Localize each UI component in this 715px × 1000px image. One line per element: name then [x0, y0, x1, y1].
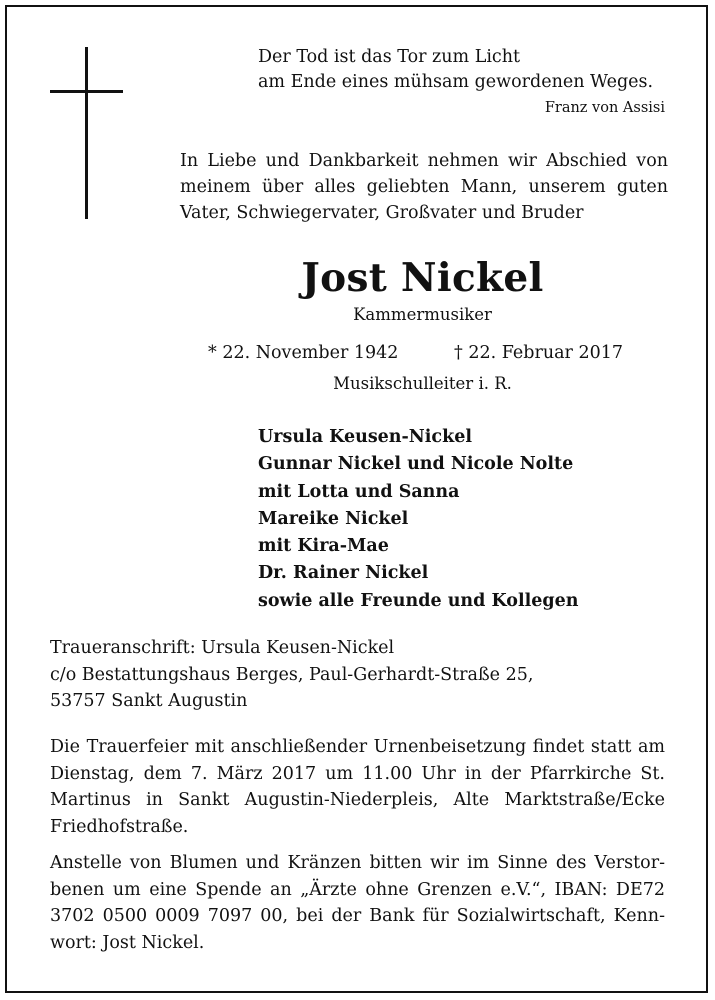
cross-vertical-bar — [85, 47, 88, 219]
address-line: c/o Bestattungshaus Berges, Paul-Gerhardt-Straße 25, — [50, 664, 534, 685]
address-line: Traueranschrift: Ursula Keusen-Nickel — [50, 638, 395, 658]
mourner-name: Ursula Keusen-Nickel — [258, 427, 472, 447]
ceremony-line: Die Trauerfeier mit anschließender Urnenbeisetzung findet statt am — [50, 737, 665, 757]
mourner-name: mit Kira-Mae — [258, 536, 389, 557]
mourner-name: Dr. Rainer Nickel — [258, 563, 429, 584]
mourner-name: mit Lotta und Sanna — [258, 481, 460, 502]
donation-line: 3702 0500 0009 7097 00, bei der Bank für Sozialwirtschaft, Kenn- — [50, 906, 665, 926]
donation-info — [50, 850, 665, 956]
address-line: 53757 Sankt Augustin — [50, 691, 248, 711]
mourning-address — [50, 635, 665, 715]
intro-line: In Liebe und Dankbarkeit nehmen wir Abschied von — [180, 151, 668, 171]
donation-line: wort: Jost Nickel. — [50, 932, 205, 953]
ceremony-info — [50, 734, 665, 840]
quote-author: Franz von Assisi — [544, 100, 665, 116]
deceased-title: Musikschulleiter i. R. — [333, 374, 512, 393]
death-date: † 22. Februar 2017 — [454, 343, 623, 363]
intro-line: meinem über alles geliebten Mann, unserem guten — [180, 177, 668, 197]
donation-line: Anstelle von Blumen und Kränzen bitten wir im Sinne des Verstor- — [50, 853, 665, 873]
intro-text — [180, 148, 668, 226]
birth-date: * 22. November 1942 — [208, 343, 399, 363]
donation-line: benen um eine Spende an „Ärzte ohne Grenzen e.V.“, IBAN: DE72 — [50, 879, 665, 900]
mourner-name: Gunnar Nickel und Nicole Nolte — [258, 454, 574, 475]
quote-line: am Ende eines mühsam gewordenen Weges. — [258, 72, 654, 92]
ceremony-line: Friedhofstraße. — [50, 816, 189, 837]
ceremony-line: Martinus in Sankt Augustin-Niederpleis, Alte Marktstraße/Ecke — [50, 790, 665, 810]
cross-horizontal-bar — [50, 90, 123, 93]
mourners-list — [258, 424, 579, 615]
deceased-name: Jost Nickel — [301, 255, 544, 301]
ceremony-line: Dienstag, dem 7. März 2017 um 11.00 Uhr in der Pfarrkirche St. — [50, 763, 665, 784]
quote-line: Der Tod ist das Tor zum Licht — [258, 47, 521, 67]
intro-line: Vater, Schwiegervater, Großvater und Bruder — [180, 203, 584, 223]
deceased-profession: Kammermusiker — [353, 305, 492, 324]
quote — [258, 45, 668, 95]
mourner-name: sowie alle Freunde und Kollegen — [258, 590, 579, 611]
mourner-name: Mareike Nickel — [258, 508, 409, 529]
